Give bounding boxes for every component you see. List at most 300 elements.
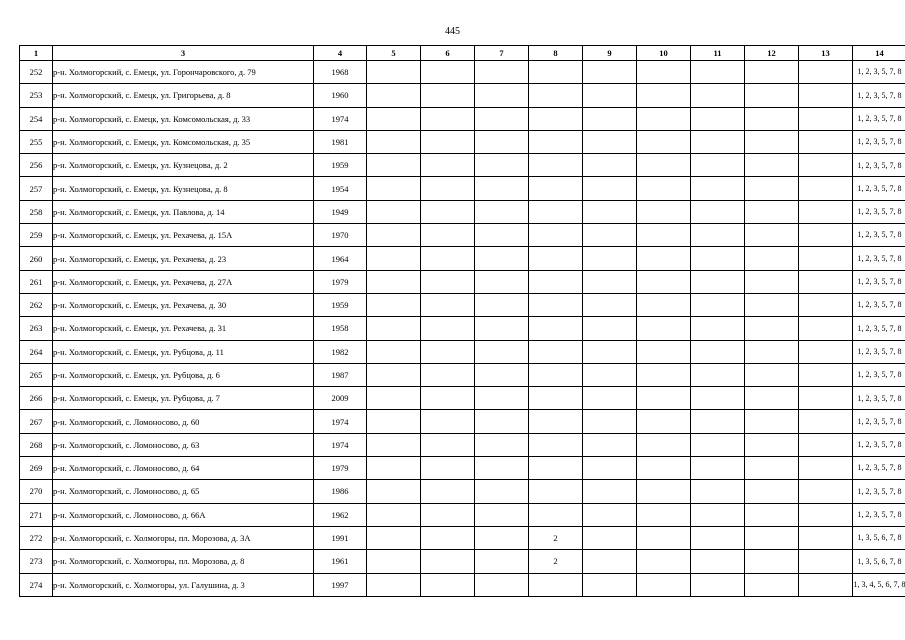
column-12-cell	[745, 526, 799, 549]
address-cell: р-н. Холмогорский, с. Емецк, ул. Григорьева, д. 8	[53, 84, 314, 107]
column-11-cell	[691, 550, 745, 573]
column-7-cell	[475, 433, 529, 456]
column-8-cell	[529, 154, 583, 177]
column-10-cell	[637, 433, 691, 456]
column-8-cell	[529, 224, 583, 247]
page-number: 445	[445, 26, 460, 37]
column-13-cell	[799, 457, 853, 480]
column-8-cell	[529, 480, 583, 503]
column-9-cell	[583, 177, 637, 200]
column-12-cell	[745, 177, 799, 200]
column-11-cell	[691, 410, 745, 433]
year-cell: 1974	[314, 433, 367, 456]
row-number-cell: 258	[20, 200, 53, 223]
column-9-cell	[583, 433, 637, 456]
column-13-cell	[799, 293, 853, 316]
registry-table	[19, 45, 905, 597]
column-8-cell	[529, 503, 583, 526]
column-11-cell	[691, 317, 745, 340]
column-11-cell	[691, 573, 745, 596]
table-row	[20, 387, 905, 410]
column-14-cell: 1, 2, 3, 5, 7, 8	[853, 410, 905, 433]
year-cell: 1979	[314, 270, 367, 293]
year-cell: 1997	[314, 573, 367, 596]
column-12-cell	[745, 270, 799, 293]
column-9-cell	[583, 154, 637, 177]
column-5-cell	[367, 317, 421, 340]
column-5-cell	[367, 61, 421, 84]
column-14-cell: 1, 2, 3, 5, 7, 8	[853, 84, 905, 107]
column-10-cell	[637, 224, 691, 247]
column-7-cell	[475, 387, 529, 410]
column-12-cell	[745, 247, 799, 270]
column-5-cell	[367, 200, 421, 223]
address-cell: р-н. Холмогорский, с. Емецк, ул. Рехачева, д. 30	[53, 293, 314, 316]
column-header-11: 11	[691, 46, 745, 61]
column-7-cell	[475, 270, 529, 293]
column-7-cell	[475, 457, 529, 480]
column-12-cell	[745, 317, 799, 340]
column-10-cell	[637, 503, 691, 526]
column-11-cell	[691, 433, 745, 456]
column-7-cell	[475, 154, 529, 177]
column-12-cell	[745, 84, 799, 107]
column-11-cell	[691, 224, 745, 247]
column-5-cell	[367, 503, 421, 526]
column-13-cell	[799, 340, 853, 363]
table-row	[20, 84, 905, 107]
column-12-cell	[745, 363, 799, 386]
row-number-cell: 254	[20, 107, 53, 130]
column-9-cell	[583, 387, 637, 410]
column-12-cell	[745, 293, 799, 316]
row-number-cell: 273	[20, 550, 53, 573]
column-13-cell	[799, 363, 853, 386]
column-10-cell	[637, 410, 691, 433]
column-8-cell	[529, 433, 583, 456]
table-row	[20, 200, 905, 223]
row-number-cell: 255	[20, 130, 53, 153]
column-header-9: 9	[583, 46, 637, 61]
column-7-cell	[475, 340, 529, 363]
column-12-cell	[745, 200, 799, 223]
column-5-cell	[367, 526, 421, 549]
column-12-cell	[745, 480, 799, 503]
column-10-cell	[637, 387, 691, 410]
column-10-cell	[637, 293, 691, 316]
column-header-4: 4	[314, 46, 367, 61]
column-7-cell	[475, 363, 529, 386]
table-row	[20, 363, 905, 386]
column-14-cell: 1, 2, 3, 5, 7, 8	[853, 457, 905, 480]
column-11-cell	[691, 61, 745, 84]
column-6-cell	[421, 573, 475, 596]
table-row	[20, 317, 905, 340]
column-10-cell	[637, 270, 691, 293]
year-cell: 1949	[314, 200, 367, 223]
column-8-cell: 2	[529, 550, 583, 573]
column-6-cell	[421, 224, 475, 247]
table-row	[20, 107, 905, 130]
column-7-cell	[475, 177, 529, 200]
column-9-cell	[583, 573, 637, 596]
column-6-cell	[421, 177, 475, 200]
year-cell: 1960	[314, 84, 367, 107]
column-5-cell	[367, 154, 421, 177]
column-11-cell	[691, 363, 745, 386]
column-11-cell	[691, 200, 745, 223]
column-12-cell	[745, 503, 799, 526]
column-12-cell	[745, 410, 799, 433]
column-11-cell	[691, 340, 745, 363]
column-7-cell	[475, 200, 529, 223]
year-cell: 1979	[314, 457, 367, 480]
year-cell: 1958	[314, 317, 367, 340]
row-number-cell: 266	[20, 387, 53, 410]
column-11-cell	[691, 107, 745, 130]
column-14-cell: 1, 2, 3, 5, 7, 8	[853, 317, 905, 340]
column-5-cell	[367, 573, 421, 596]
column-11-cell	[691, 177, 745, 200]
column-11-cell	[691, 526, 745, 549]
year-cell: 1970	[314, 224, 367, 247]
table-row	[20, 526, 905, 549]
column-13-cell	[799, 224, 853, 247]
column-10-cell	[637, 107, 691, 130]
column-10-cell	[637, 61, 691, 84]
column-14-cell: 1, 3, 4, 5, 6, 7, 8	[853, 573, 905, 596]
row-number-cell: 265	[20, 363, 53, 386]
column-6-cell	[421, 340, 475, 363]
column-5-cell	[367, 550, 421, 573]
column-14-cell: 1, 2, 3, 5, 7, 8	[853, 224, 905, 247]
column-header-14: 14	[853, 46, 905, 61]
column-6-cell	[421, 107, 475, 130]
column-9-cell	[583, 107, 637, 130]
address-cell: р-н. Холмогорский, с. Емецк, ул. Рубцова, д. 6	[53, 363, 314, 386]
address-cell: р-н. Холмогорский, с. Ломоносово, д. 60	[53, 410, 314, 433]
column-6-cell	[421, 317, 475, 340]
column-14-cell: 1, 2, 3, 5, 7, 8	[853, 433, 905, 456]
column-6-cell	[421, 550, 475, 573]
column-9-cell	[583, 457, 637, 480]
column-10-cell	[637, 200, 691, 223]
column-5-cell	[367, 363, 421, 386]
address-cell: р-н. Холмогорский, с. Ломоносово, д. 65	[53, 480, 314, 503]
column-9-cell	[583, 480, 637, 503]
table-row	[20, 410, 905, 433]
year-cell: 1974	[314, 107, 367, 130]
table-row	[20, 224, 905, 247]
column-7-cell	[475, 410, 529, 433]
year-cell: 1962	[314, 503, 367, 526]
column-header-6: 6	[421, 46, 475, 61]
column-11-cell	[691, 457, 745, 480]
column-11-cell	[691, 503, 745, 526]
column-7-cell	[475, 573, 529, 596]
table-row	[20, 550, 905, 573]
column-11-cell	[691, 154, 745, 177]
column-7-cell	[475, 130, 529, 153]
column-12-cell	[745, 573, 799, 596]
column-13-cell	[799, 503, 853, 526]
column-10-cell	[637, 573, 691, 596]
column-5-cell	[367, 410, 421, 433]
table-row	[20, 457, 905, 480]
column-6-cell	[421, 457, 475, 480]
column-7-cell	[475, 61, 529, 84]
column-12-cell	[745, 61, 799, 84]
column-header-12: 12	[745, 46, 799, 61]
row-number-cell: 274	[20, 573, 53, 596]
column-6-cell	[421, 84, 475, 107]
column-9-cell	[583, 340, 637, 363]
row-number-cell: 271	[20, 503, 53, 526]
column-8-cell	[529, 84, 583, 107]
column-12-cell	[745, 224, 799, 247]
column-6-cell	[421, 480, 475, 503]
row-number-cell: 252	[20, 61, 53, 84]
column-header-5: 5	[367, 46, 421, 61]
table-body	[20, 61, 905, 597]
year-cell: 1968	[314, 61, 367, 84]
column-header-10: 10	[637, 46, 691, 61]
column-7-cell	[475, 107, 529, 130]
year-cell: 1964	[314, 247, 367, 270]
column-13-cell	[799, 247, 853, 270]
column-14-cell: 1, 2, 3, 5, 7, 8	[853, 503, 905, 526]
table-row	[20, 61, 905, 84]
column-9-cell	[583, 270, 637, 293]
row-number-cell: 264	[20, 340, 53, 363]
table-row	[20, 340, 905, 363]
address-cell: р-н. Холмогорский, с. Холмогоры, пл. Морозова, д. 3А	[53, 526, 314, 549]
column-6-cell	[421, 363, 475, 386]
row-number-cell: 257	[20, 177, 53, 200]
column-11-cell	[691, 293, 745, 316]
column-7-cell	[475, 317, 529, 340]
table-row	[20, 480, 905, 503]
column-10-cell	[637, 84, 691, 107]
column-5-cell	[367, 84, 421, 107]
table-row	[20, 270, 905, 293]
column-5-cell	[367, 293, 421, 316]
column-5-cell	[367, 177, 421, 200]
column-14-cell: 1, 2, 3, 5, 7, 8	[853, 247, 905, 270]
column-5-cell	[367, 107, 421, 130]
column-12-cell	[745, 340, 799, 363]
column-11-cell	[691, 247, 745, 270]
column-8-cell	[529, 457, 583, 480]
column-6-cell	[421, 247, 475, 270]
table-row	[20, 247, 905, 270]
column-11-cell	[691, 84, 745, 107]
column-13-cell	[799, 573, 853, 596]
column-9-cell	[583, 550, 637, 573]
year-cell: 1986	[314, 480, 367, 503]
column-5-cell	[367, 247, 421, 270]
column-13-cell	[799, 387, 853, 410]
column-8-cell	[529, 177, 583, 200]
column-12-cell	[745, 457, 799, 480]
address-cell: р-н. Холмогорский, с. Емецк, ул. Рубцова, д. 11	[53, 340, 314, 363]
column-6-cell	[421, 387, 475, 410]
address-cell: р-н. Холмогорский, с. Емецк, ул. Рехачева, д. 27А	[53, 270, 314, 293]
column-12-cell	[745, 387, 799, 410]
row-number-cell: 256	[20, 154, 53, 177]
column-9-cell	[583, 84, 637, 107]
year-cell: 2009	[314, 387, 367, 410]
column-5-cell	[367, 387, 421, 410]
column-9-cell	[583, 130, 637, 153]
column-12-cell	[745, 154, 799, 177]
column-header-1: 1	[20, 46, 53, 61]
column-6-cell	[421, 270, 475, 293]
address-cell: р-н. Холмогорский, с. Емецк, ул. Павлова, д. 14	[53, 200, 314, 223]
column-9-cell	[583, 503, 637, 526]
table-row	[20, 433, 905, 456]
column-11-cell	[691, 130, 745, 153]
column-14-cell: 1, 2, 3, 5, 7, 8	[853, 270, 905, 293]
column-7-cell	[475, 480, 529, 503]
column-8-cell	[529, 573, 583, 596]
column-11-cell	[691, 270, 745, 293]
column-9-cell	[583, 317, 637, 340]
column-10-cell	[637, 177, 691, 200]
address-cell: р-н. Холмогорский, с. Емецк, ул. Рубцова, д. 7	[53, 387, 314, 410]
column-5-cell	[367, 224, 421, 247]
year-cell: 1959	[314, 154, 367, 177]
column-14-cell: 1, 2, 3, 5, 7, 8	[853, 61, 905, 84]
address-cell: р-н. Холмогорский, с. Холмогоры, ул. Галушина, д. 3	[53, 573, 314, 596]
address-cell: р-н. Холмогорский, с. Емецк, ул. Комсомольская, д. 33	[53, 107, 314, 130]
address-cell: р-н. Холмогорский, с. Емецк, ул. Рехачева, д. 31	[53, 317, 314, 340]
row-number-cell: 270	[20, 480, 53, 503]
column-9-cell	[583, 293, 637, 316]
column-5-cell	[367, 433, 421, 456]
table-header-row	[20, 46, 905, 61]
column-13-cell	[799, 410, 853, 433]
year-cell: 1974	[314, 410, 367, 433]
address-cell: р-н. Холмогорский, с. Ломоносово, д. 64	[53, 457, 314, 480]
column-5-cell	[367, 457, 421, 480]
year-cell: 1954	[314, 177, 367, 200]
column-9-cell	[583, 61, 637, 84]
column-9-cell	[583, 247, 637, 270]
column-7-cell	[475, 526, 529, 549]
column-9-cell	[583, 224, 637, 247]
column-14-cell: 1, 2, 3, 5, 7, 8	[853, 107, 905, 130]
column-header-8: 8	[529, 46, 583, 61]
column-header-7: 7	[475, 46, 529, 61]
column-10-cell	[637, 480, 691, 503]
column-8-cell	[529, 61, 583, 84]
year-cell: 1987	[314, 363, 367, 386]
address-cell: р-н. Холмогорский, с. Холмогоры, пл. Морозова, д. 8	[53, 550, 314, 573]
column-14-cell: 1, 3, 5, 6, 7, 8	[853, 550, 905, 573]
column-10-cell	[637, 457, 691, 480]
column-14-cell: 1, 2, 3, 5, 7, 8	[853, 293, 905, 316]
column-10-cell	[637, 526, 691, 549]
column-6-cell	[421, 200, 475, 223]
column-14-cell: 1, 2, 3, 5, 7, 8	[853, 363, 905, 386]
column-12-cell	[745, 550, 799, 573]
column-13-cell	[799, 154, 853, 177]
table-row	[20, 293, 905, 316]
column-8-cell	[529, 107, 583, 130]
year-cell: 1961	[314, 550, 367, 573]
column-7-cell	[475, 247, 529, 270]
column-14-cell: 1, 2, 3, 5, 7, 8	[853, 130, 905, 153]
column-9-cell	[583, 410, 637, 433]
column-7-cell	[475, 550, 529, 573]
column-13-cell	[799, 433, 853, 456]
table-row	[20, 154, 905, 177]
column-6-cell	[421, 503, 475, 526]
column-10-cell	[637, 363, 691, 386]
row-number-cell: 267	[20, 410, 53, 433]
column-8-cell	[529, 387, 583, 410]
column-9-cell	[583, 526, 637, 549]
address-cell: р-н. Холмогорский, с. Емецк, ул. Кузнецова, д. 2	[53, 154, 314, 177]
address-cell: р-н. Холмогорский, с. Емецк, ул. Кузнецова, д. 8	[53, 177, 314, 200]
column-14-cell: 1, 2, 3, 5, 7, 8	[853, 340, 905, 363]
column-8-cell	[529, 317, 583, 340]
row-number-cell: 268	[20, 433, 53, 456]
column-8-cell	[529, 410, 583, 433]
row-number-cell: 253	[20, 84, 53, 107]
year-cell: 1991	[314, 526, 367, 549]
row-number-cell: 262	[20, 293, 53, 316]
column-13-cell	[799, 130, 853, 153]
column-12-cell	[745, 130, 799, 153]
column-10-cell	[637, 130, 691, 153]
row-number-cell: 272	[20, 526, 53, 549]
column-14-cell: 1, 2, 3, 5, 7, 8	[853, 177, 905, 200]
column-8-cell	[529, 200, 583, 223]
column-8-cell	[529, 293, 583, 316]
column-14-cell: 1, 3, 5, 6, 7, 8	[853, 526, 905, 549]
column-6-cell	[421, 61, 475, 84]
column-10-cell	[637, 550, 691, 573]
column-6-cell	[421, 154, 475, 177]
year-cell: 1982	[314, 340, 367, 363]
column-6-cell	[421, 130, 475, 153]
column-10-cell	[637, 317, 691, 340]
column-8-cell: 2	[529, 526, 583, 549]
column-8-cell	[529, 270, 583, 293]
table-row	[20, 177, 905, 200]
column-10-cell	[637, 340, 691, 363]
column-6-cell	[421, 410, 475, 433]
column-5-cell	[367, 130, 421, 153]
column-9-cell	[583, 200, 637, 223]
row-number-cell: 263	[20, 317, 53, 340]
table-row	[20, 503, 905, 526]
column-header-13: 13	[799, 46, 853, 61]
column-13-cell	[799, 526, 853, 549]
column-13-cell	[799, 270, 853, 293]
row-number-cell: 259	[20, 224, 53, 247]
column-14-cell: 1, 2, 3, 5, 7, 8	[853, 480, 905, 503]
column-13-cell	[799, 177, 853, 200]
column-10-cell	[637, 247, 691, 270]
column-8-cell	[529, 363, 583, 386]
address-cell: р-н. Холмогорский, с. Емецк, ул. Рехачева, д. 23	[53, 247, 314, 270]
table-row	[20, 130, 905, 153]
column-14-cell: 1, 2, 3, 5, 7, 8	[853, 387, 905, 410]
column-header-3: 3	[53, 46, 314, 61]
